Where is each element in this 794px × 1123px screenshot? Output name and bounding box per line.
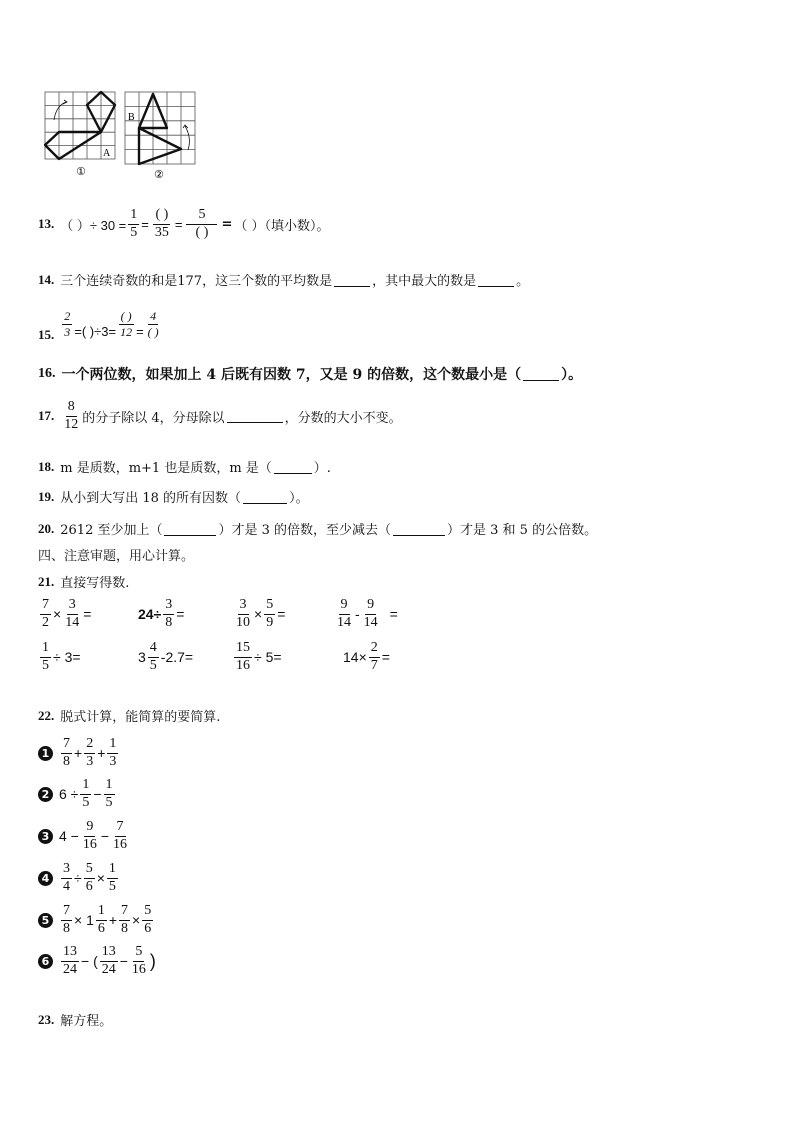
q18-text: ）. — [313, 461, 331, 476]
question-15 — [38, 305, 163, 343]
q19-text: ）。 — [289, 491, 309, 506]
question-number: 15. — [38, 327, 55, 342]
operator: + — [108, 912, 118, 929]
q21-item — [333, 598, 398, 630]
item-marker: 3 — [38, 829, 53, 844]
section-title: 四、注意审题，用心计算。 — [38, 549, 195, 564]
operation-tail: ÷ 5= — [254, 649, 282, 666]
q21-title: 直接写得数. — [60, 576, 130, 591]
rotation-figure — [44, 90, 204, 182]
equals-sign: = — [221, 216, 233, 232]
fraction: $\frac{1}{3}$ — [109, 736, 117, 769]
close-paren: ) — [149, 950, 156, 971]
q22-item — [38, 862, 120, 894]
operator: ÷ — [74, 870, 82, 887]
q16-text: 一个两位数，如果加上 4 后既有因数 7，又是 9 的倍数，这个数最小是（ — [61, 367, 522, 383]
fraction: $\frac{5}{16}$ — [131, 944, 146, 977]
item-marker: 2 — [38, 787, 53, 802]
q20-text: 2612 至少加上（ — [60, 523, 163, 538]
question-number: 14. — [38, 271, 55, 287]
q16-text: ）。 — [561, 367, 583, 383]
operator: − — [100, 828, 110, 845]
fraction: $\frac{9}{16}$ — [82, 819, 97, 852]
q21-item — [232, 598, 285, 630]
equals-sign: = — [136, 323, 144, 339]
caption-2: ② — [154, 168, 164, 181]
question-number: 20. — [38, 520, 55, 536]
question-23 — [38, 1010, 112, 1029]
operation-tail: ÷ 3= — [53, 649, 81, 666]
fraction: $\frac{3}{8}$ — [165, 597, 173, 630]
question-number: 18. — [38, 458, 55, 474]
answer-blank[interactable] — [523, 367, 559, 381]
fraction: $\frac{15}{16}$ — [236, 640, 250, 673]
q18-text: m 是质数，m+1 也是质数，m 是（ — [60, 461, 272, 476]
question-number: 19. — [38, 488, 55, 504]
question-number: 16. — [38, 366, 56, 381]
operator: − ( — [81, 953, 98, 970]
operator: − — [119, 953, 128, 970]
fraction: $\frac{1}{6}$ — [97, 903, 105, 936]
answer-blank[interactable] — [227, 409, 283, 423]
equals-sign: = — [381, 649, 390, 666]
fraction: $\frac{13}{24}$ — [101, 944, 116, 977]
caption-1: ① — [76, 165, 86, 178]
q20-text: ）才是 3 的倍数，至少减去（ — [218, 523, 392, 538]
q22-item — [38, 820, 131, 852]
fraction: $\frac{1}{5}$ — [108, 861, 116, 894]
operator: - — [355, 606, 360, 623]
fraction: $\frac{2}{3}$ — [86, 736, 94, 769]
question-number: 22. — [38, 707, 55, 723]
operator: × — [132, 912, 141, 929]
q22-item — [38, 737, 120, 769]
q20-text: ）才是 3 和 5 的公倍数。 — [447, 523, 598, 538]
question-20 — [38, 519, 597, 538]
question-22 — [38, 706, 220, 725]
fraction: $\frac{( )}{35}$ — [154, 207, 169, 240]
fraction: $\frac{4}{( )}$ — [147, 308, 159, 339]
fraction: $\frac{7}{8}$ — [121, 903, 129, 936]
q22-item — [38, 778, 117, 810]
fraction: $\frac{5}{6}$ — [144, 903, 152, 936]
fraction: $\frac{1}{5}$ — [82, 777, 90, 810]
fraction: $\frac{3}{14}$ — [65, 597, 80, 630]
fraction: $\frac{4}{5}$ — [149, 640, 157, 673]
operand: 24÷ — [138, 606, 162, 623]
fraction: $\frac{( )}{12}$ — [120, 308, 133, 339]
fraction: $\frac{9}{14}$ — [363, 597, 378, 630]
fraction: $\frac{5}{( )}$ — [186, 208, 217, 240]
fraction: $\frac{5}{9}$ — [266, 597, 274, 630]
answer-blank[interactable] — [274, 460, 312, 474]
q14-text: ，其中最大的数是 — [372, 274, 477, 289]
fraction: $\frac{3}{10}$ — [236, 597, 250, 630]
fraction: $\frac{7}{2}$ — [42, 597, 49, 630]
fraction: $\frac{8}{12}$ — [64, 399, 79, 432]
operator: × — [96, 870, 105, 887]
question-number: 13. — [38, 216, 55, 232]
q15-expr: =( )÷3= — [74, 323, 117, 339]
question-17 — [38, 400, 402, 432]
q21-item — [138, 641, 193, 673]
equals-sign: = — [277, 606, 286, 623]
item-marker: 1 — [38, 746, 53, 761]
operator: − — [93, 786, 102, 803]
fraction: $\frac{5}{6}$ — [85, 861, 93, 894]
fraction: $\frac{7}{8}$ — [63, 736, 70, 769]
item-marker: 4 — [38, 871, 53, 886]
question-19 — [38, 487, 309, 506]
fraction: $\frac{2}{3}$ — [64, 308, 71, 339]
q21-item — [38, 598, 91, 630]
question-16 — [38, 364, 582, 384]
whole-number: 3 — [138, 649, 146, 666]
q21-item — [343, 641, 390, 673]
fraction: $\frac{7}{16}$ — [113, 819, 128, 852]
q13-tail: （ ）（填小数）。 — [234, 218, 330, 234]
fraction: $\frac{2}{7}$ — [370, 640, 378, 673]
q22-item — [38, 945, 156, 977]
answer-blank[interactable] — [243, 490, 287, 504]
label-b: B — [128, 112, 135, 123]
fraction: $\frac{7}{8}$ — [63, 903, 70, 936]
answer-blank[interactable] — [164, 522, 216, 536]
operator: × — [53, 606, 62, 623]
equals-sign: = — [174, 216, 183, 232]
q22-item — [38, 904, 155, 936]
question-14 — [38, 270, 529, 289]
operand: 6 ÷ — [59, 786, 79, 803]
q21-item — [138, 598, 184, 630]
q13-lhs: （ ）÷ 30 = — [60, 217, 127, 233]
operator: × 1 — [74, 912, 94, 929]
operator: + — [74, 745, 83, 762]
equals-sign: = — [141, 216, 149, 232]
answer-blank[interactable] — [478, 273, 514, 287]
fraction: $\frac{13}{24}$ — [63, 944, 77, 977]
question-18 — [38, 457, 331, 476]
q21-item — [38, 641, 81, 673]
rotation-grids — [44, 90, 204, 182]
equals-sign: = — [389, 606, 398, 623]
q23-title: 解方程。 — [60, 1014, 113, 1029]
q22-title: 脱式计算，能简算的要简算. — [60, 710, 221, 725]
q17-text: 的分子除以 4，分母除以 — [82, 410, 225, 426]
q14-text: 三个连续奇数的和是177，这三个数的平均数是 — [60, 274, 333, 289]
q17-text: ，分数的大小不变。 — [284, 410, 402, 426]
equals-sign: = — [176, 606, 185, 623]
item-marker: 6 — [38, 954, 53, 969]
operator: × — [254, 606, 263, 623]
item-marker: 5 — [38, 913, 53, 928]
question-number: 23. — [38, 1011, 55, 1027]
fraction: $\frac{9}{14}$ — [337, 597, 351, 630]
q19-text: 从小到大写出 18 的所有因数（ — [60, 491, 242, 506]
fraction: $\frac{1}{5}$ — [105, 777, 113, 810]
q14-text: 。 — [516, 274, 530, 289]
question-number: 17. — [38, 408, 55, 424]
equals-sign: = — [83, 606, 92, 623]
operator: + — [97, 745, 106, 762]
fraction: $\frac{3}{4}$ — [63, 861, 70, 894]
q21-item — [232, 641, 282, 673]
section-heading — [38, 545, 194, 564]
label-a: A — [103, 148, 111, 159]
operand: 14× — [343, 649, 367, 666]
fraction: $\frac{1}{5}$ — [130, 207, 138, 240]
answer-blank[interactable] — [393, 522, 445, 536]
operation-tail: -2.7= — [160, 649, 194, 666]
operand: 4 − — [59, 828, 79, 845]
question-number: 21. — [38, 573, 55, 589]
answer-blank[interactable] — [334, 273, 370, 287]
question-21 — [38, 572, 129, 591]
fraction: $\frac{1}{5}$ — [42, 640, 49, 673]
question-13 — [38, 208, 330, 240]
